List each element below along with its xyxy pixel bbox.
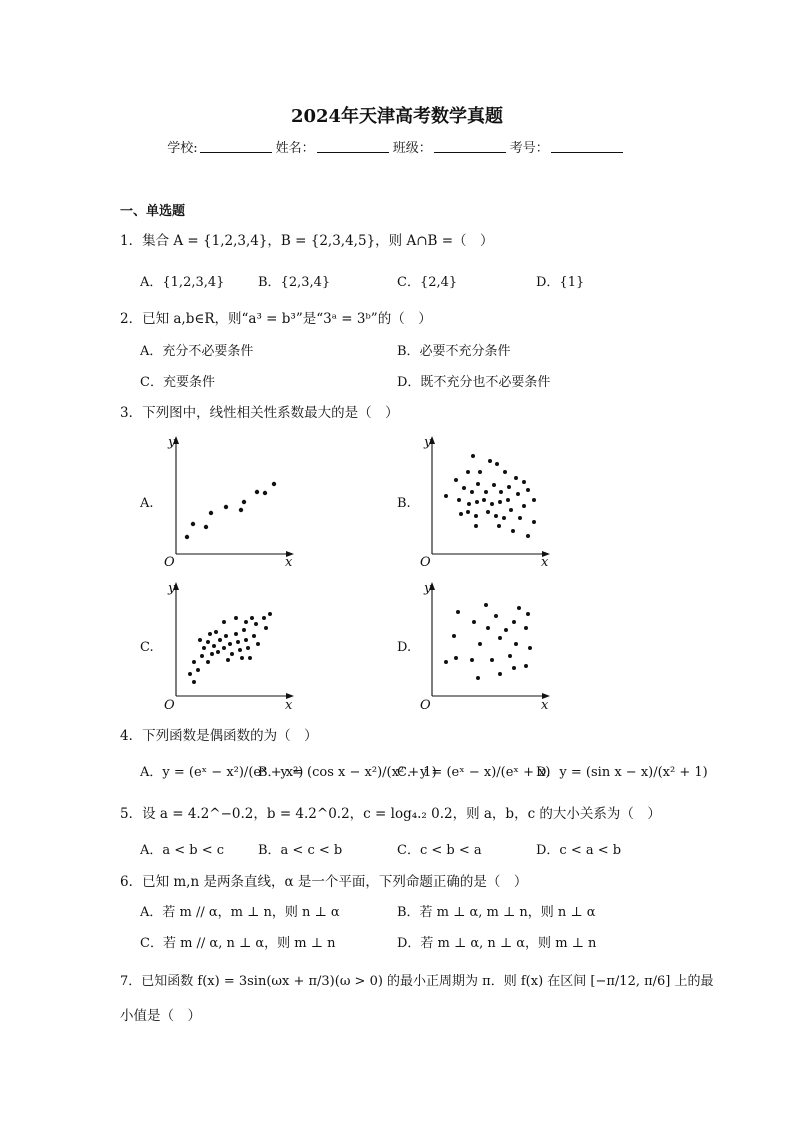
school-label: 学校: [167, 141, 198, 156]
question-6-stem: 6．已知 m,n 是两条直线，α 是一个平面，下列命题正确的是（ ） [120, 874, 528, 890]
y-axis-label: y [168, 435, 176, 450]
q4-option-b: B．y = (cos x − x²)/(x² + 1) [258, 765, 437, 780]
origin-label: O [420, 555, 431, 570]
q4-option-d: D．y = (sin x − x)/(x² + 1) [536, 765, 708, 780]
x-axis-label: x [541, 555, 549, 570]
q6-option-c: C．若 m // α, n ⊥ α，则 m ⊥ n [140, 936, 336, 951]
q1-option-b: B．{2,3,4} [258, 275, 331, 290]
question-7-stem: 7．已知函数 f(x) = 3sin(ωx + π/3)(ω > 0) 的最小正周期为 π．则 f(x) 在区间 [−π/12, π/6] 上的最 [120, 974, 714, 989]
scatter-plot-b [416, 432, 556, 572]
q4-option-c: C．y = (eˣ − x)/(eˣ + x) [397, 765, 551, 780]
student-info-line [0, 140, 794, 155]
school-blank[interactable] [200, 140, 272, 153]
x-axis-label: x [541, 698, 549, 713]
question-5-stem: 5．设 a = 4.2^−0.2，b = 4.2^0.2，c = log₄.₂ 0.2，则 a，b，c 的大小关系为（ ） [120, 806, 661, 822]
question-4-stem: 4．下列函数是偶函数的为（ ） [120, 728, 318, 744]
q3-option-b: B. [397, 496, 411, 511]
scatter-plot-d [416, 578, 556, 718]
q6-option-a: A．若 m // α，m ⊥ n，则 n ⊥ α [140, 905, 340, 920]
q5-option-a: A．a < b < c [140, 843, 225, 858]
question-7-stem-cont: 小值是（ ） [120, 1008, 201, 1024]
q1-option-d: D．{1} [536, 275, 585, 290]
q5-option-d: D．c < a < b [536, 843, 622, 858]
q2-option-c: C．充要条件 [140, 375, 215, 390]
x-axis-label: x [285, 555, 293, 570]
q2-option-b: B．必要不充分条件 [397, 344, 511, 359]
q2-option-a: A．充分不必要条件 [140, 344, 254, 359]
origin-label: O [164, 698, 175, 713]
y-axis-label: y [168, 581, 176, 596]
q4-option-a: A．y = (eˣ − x²)/(eˣ + x²) [140, 765, 304, 780]
q3-option-c: C. [140, 640, 154, 655]
page-title: 2024年天津高考数学真题 [290, 106, 504, 127]
origin-label: O [164, 555, 175, 570]
name-blank[interactable] [317, 140, 389, 153]
q3-option-d: D. [397, 640, 412, 655]
q2-option-d: D．既不充分也不必要条件 [397, 375, 551, 390]
q1-option-c: C．{2,4} [397, 275, 458, 290]
scatter-plot-a [160, 432, 300, 572]
q5-option-c: C．c < b < a [397, 843, 482, 858]
question-3-stem: 3．下列图中，线性相关性系数最大的是（ ） [120, 405, 399, 421]
q3-option-a: A. [140, 496, 154, 511]
origin-label: O [420, 698, 431, 713]
q5-option-b: B．a < c < b [258, 843, 343, 858]
examno-label: 考号： [509, 141, 549, 156]
class-blank[interactable] [434, 140, 506, 153]
class-label: 班级： [392, 141, 432, 156]
examno-blank[interactable] [551, 140, 623, 153]
x-axis-label: x [285, 698, 293, 713]
question-1-stem: 1．集合 A = {1,2,3,4}，B = {2,3,4,5}，则 A∩B =（ ） [120, 233, 494, 249]
question-2-stem: 2．已知 a,b∈R，则“a³ = b³”是“3ᵃ = 3ᵇ”的（ ） [120, 311, 432, 327]
q1-option-a: A．{1,2,3,4} [140, 275, 225, 290]
section-heading: 一、单选题 [120, 204, 186, 219]
y-axis-label: y [424, 581, 432, 596]
y-axis-label: y [424, 435, 432, 450]
name-label: 姓名： [275, 141, 315, 156]
q6-option-b: B．若 m ⊥ α, m ⊥ n，则 n ⊥ α [397, 905, 596, 920]
q6-option-d: D．若 m ⊥ α, n ⊥ α，则 m ⊥ n [397, 936, 597, 951]
scatter-plot-c [160, 578, 300, 718]
